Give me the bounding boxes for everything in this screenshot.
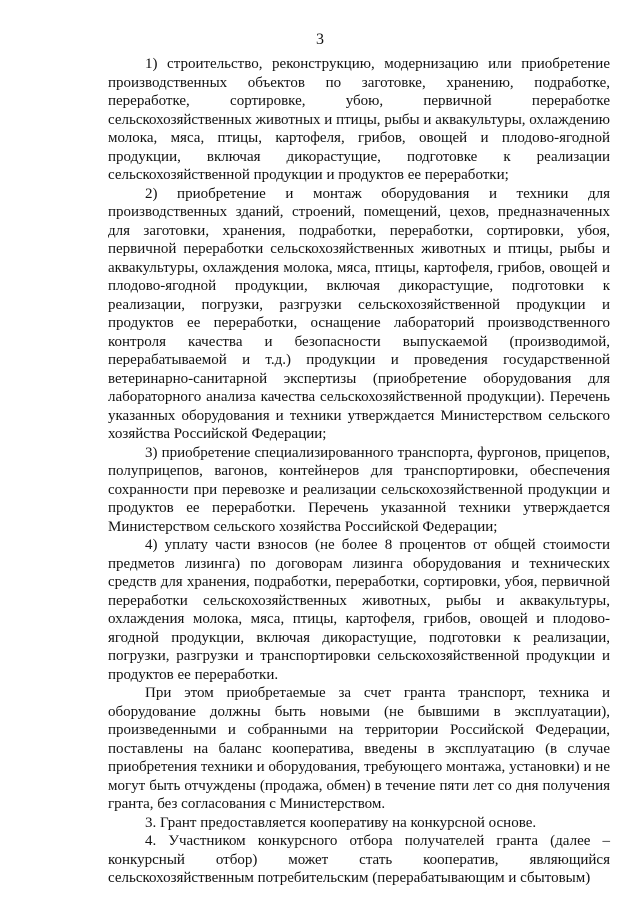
paragraph-item-1: 1) строительство, реконструкцию, модернизацию или приобретение производственных объектов по заготовке, хранению, подработке, переработке, сортировке, убою, первичной переработке сельскохозяйственных животных и птицы, рыбы и аквакультуры, охлаждению молока, мяса, птицы, картофеля, грибов, овощей и плодово-ягодной продукции, включая дикорастущие, подготовке к реализации сельскохозяйственной продукции и продуктов ее переработки; <box>108 56 610 183</box>
document-body <box>108 55 610 888</box>
paragraph-section-4: 4. Участником конкурсного отбора получателей гранта (далее – конкурсный отбор) может стать кооператив, являющийся сельскохозяйственным потребительским (перерабатывающим и сбытовым) <box>108 833 610 886</box>
paragraph-section-3: 3. Грант предоставляется кооперативу на конкурсной основе. <box>145 814 537 831</box>
paragraph-item-3: 3) приобретение специализированного транспорта, фургонов, прицепов, полуприцепов, вагонов, контейнеров для транспортировки, обеспечения сохранности при перевозке и реализации сельскохозяйственной продукции и продуктов ее переработки. Перечень указанной техники утверждается Министерством сельского хозяйства Российской Федерации; <box>108 444 610 535</box>
paragraph-item-2: 2) приобретение и монтаж оборудования и техники для производственных зданий, строений, помещений, цехов, предназначенных для заготовки, хранения, подработки, переработки, сортировки, убоя, первичной переработки сельскохозяйственных животных и птицы, рыбы и аквакультуры, охлаждения молока, мяса, птицы, картофеля, грибов, овощей и плодово-ягодной продукции, включая дикорастущие, подготовки к реализации, погрузки, разгрузки сельскохозяйственной продукции и продуктов ее переработки, оснащение лабораторий производственного контроля качества и безопасности выпускаемой (производимой, перерабатываемой и т.д.) продукции и проведения государственной ветеринарно-санитарной экспертизы (приобретение оборудования для лабораторного анализа качества сельскохозяйственной продукции). Перечень указанных оборудования и техники утверждается Министерством сельского хозяйства Российской Федерации; <box>108 185 610 442</box>
paragraph-note: При этом приобретаемые за счет гранта транспорт, техника и оборудование должны быть новыми (не бывшими в эксплуатации), произведенными и собранными на территории Российской Федерации, поставлены на баланс кооператива, введены в эксплуатацию (в случае приобретения техники и оборудования, требующего монтажа, установки) и не могут быть отчуждены (продажа, обмен) в течение пяти лет со дня получения гранта, без согласования с Министерством. <box>108 685 610 812</box>
page-number: 3 <box>316 31 324 48</box>
paragraph-item-4: 4) уплату части взносов (не более 8 процентов от общей стоимости предметов лизинга) по договорам лизинга оборудования и технических средств для хранения, подработки, переработки, сортировки, убоя, первичной переработки сельскохозяйственных животных, рыбы и аквакультуры, охлаждения молока, мяса, птицы, картофеля, грибов, овощей и плодово-ягодной продукции, включая дикорастущие, подготовки к реализации, погрузки, разгрузки и транспортировки сельскохозяйственной продукции и продуктов ее переработки. <box>108 537 610 683</box>
